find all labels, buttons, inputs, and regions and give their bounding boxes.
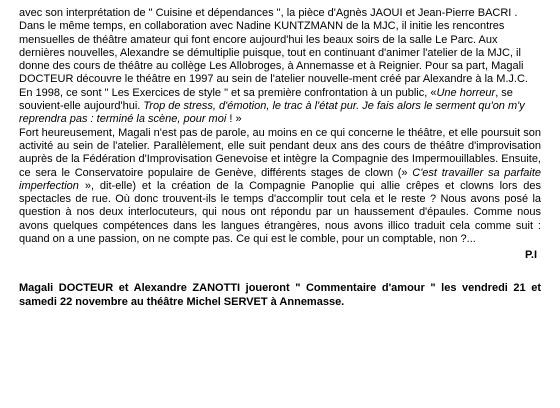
- paragraph-2-text-continued: », dit-elle) et la création de la Compagnie Panoplie qui allie crêpes et clowns lors des spectacles de rue. Où donc trouvent-ils le temps d'accomplir tout cela et le reste ? Nous avons posé la question à nos deux interlocuteurs, qui nous ont répondu par un haussement d'épaules. Comme nous avons quelques compétences dans les langues étrangères, nous avons illico traduit cela comme suit : quand on a une passion, on ne compte pas. Ce qui est le comble, pour un comptable, non ?...: [19, 179, 541, 246]
- quote-une-horreur: Une horreur: [436, 86, 496, 99]
- paragraph-1-text: avec son interprétation de " Cuisine et dépendances ", la pièce d'Agnès JAOUI et Jean-Pierre BACRI . Dans le même temps, en collaboration avec Nadine KUNTZMANN de la MJC, il initie les rencontres mensuelles de théâtre amateur qui font encore aujourd'hui les beaux soirs de la salle Le Parc. Aux dernières nouvelles, Alexandre se démultiplie puisque, tout en continuant d'animer l'atelier de la MJC, il donne des cours de théâtre au collège Les Allobroges, à Annemasse et à Reignier. Pour sa part, Magali DOCTEUR découvre le théâtre en 1997 au sein de l'atelier nouvelle-ment créé par Alexandre à la M.J.C. En 1998, ce sont " Les Exercices de style " et sa première confrontation à un public, «: [19, 7, 528, 99]
- article-paragraph-1: [19, 7, 541, 127]
- author-signature: P.I: [524, 249, 537, 262]
- quote-trac: Trop de stress, d'émotion, le trac à l'état pur. Je fais alors le serment qu'on m'y reprendra pas : terminé la scène, pour moi: [19, 100, 525, 126]
- quote-parfaite-imperfection: C'est travailler sa parfaite imperfection: [19, 166, 541, 192]
- performance-announcement: Magali DOCTEUR et Alexandre ZANOTTI joueront " Commentaire d'amour " les vendredi 21 et samedi 22 novembre au théâtre Michel SERVET à Annemasse.: [19, 281, 541, 308]
- article-page: [19, 7, 541, 309]
- article-paragraph-2: [19, 127, 541, 247]
- paragraph-1-closing: ! »: [226, 113, 242, 126]
- paragraph-1-text-continued: , se souvient-elle aujourd'hui.: [19, 86, 513, 113]
- paragraph-2-text: Fort heureusement, Magali n'est pas de parole, au moins en ce qui concerne le théâtre, et elle poursuit son activité au sein de l'atelier. Parallèlement, elle suit pendant deux ans des cours de théâtre d'improvisation auprès de la Fédération d'Improvisation Genevoise et intègre la Compagnie des Impermouillables. Ensuite, ce sera le Conservatoire populaire de Genève, différents stages de clown (»: [19, 126, 541, 179]
